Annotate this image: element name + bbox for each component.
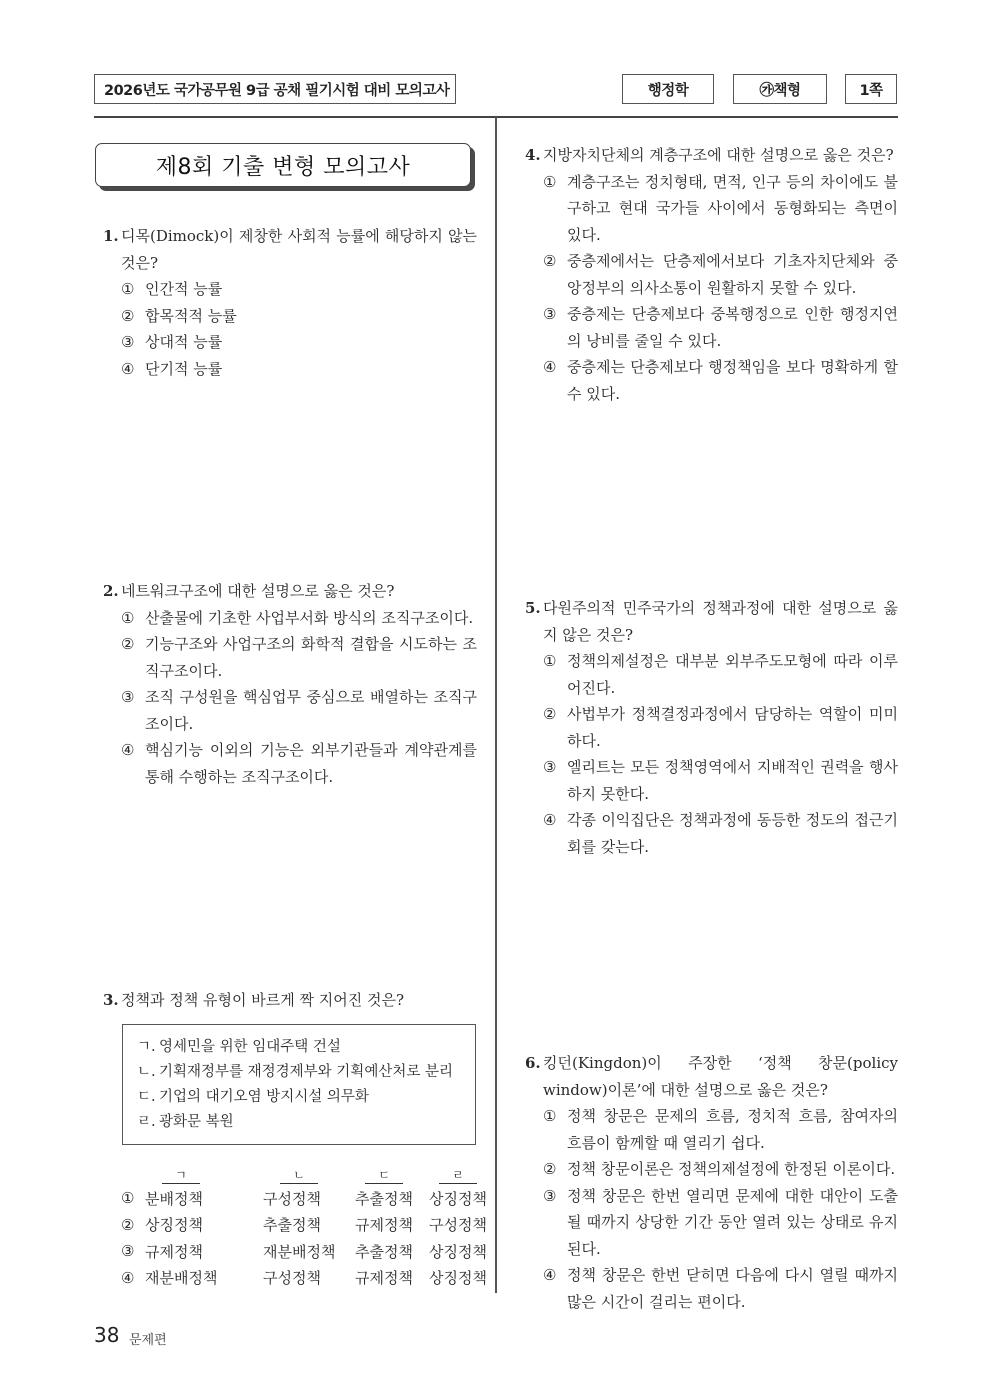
exam-title: 2026년도 국가공무원 9급 공채 필기시험 대비 모의고사 — [104, 82, 450, 99]
option-mark: ④ — [543, 1266, 557, 1284]
table-cell: 구성정책 — [263, 1189, 321, 1208]
option-mark: ③ — [121, 1242, 135, 1261]
option-mark: ① — [121, 1189, 135, 1208]
question-stem: 정책과 정책 유형이 바르게 짝 지어진 것은? — [121, 991, 404, 1009]
option-mark: ④ — [121, 1268, 135, 1287]
question-number: 3. — [103, 991, 119, 1009]
option-text: 중층제에서는 단층제에서보다 기초자치단체와 중앙정부의 의사소통이 원활하지 못할 수 있다. — [567, 252, 898, 297]
answer-table-header — [121, 1163, 503, 1185]
booklet-type-box — [733, 74, 827, 104]
question-number: 6. — [525, 1054, 541, 1072]
question-2 — [103, 578, 477, 790]
option-mark: ② — [543, 252, 557, 270]
section-title: 제8회 기출 변형 모의고사 — [155, 154, 411, 180]
option-text: 정책 창문은 한번 닫히면 다음에 다시 열릴 때까지 많은 시간이 걸리는 편이다. — [567, 1266, 898, 1311]
option-mark: ③ — [121, 333, 135, 351]
option-text: 합목적적 능률 — [145, 306, 237, 325]
column-header: ㄷ — [365, 1167, 403, 1184]
option-4[interactable] — [543, 807, 898, 860]
option-mark: ② — [121, 635, 135, 653]
question-4 — [525, 142, 898, 407]
option-text: 기능구조와 사업구조의 화학적 결합을 시도하는 조직구조이다. — [145, 635, 477, 680]
table-cell: 규제정책 — [355, 1269, 413, 1288]
option-4[interactable] — [543, 1262, 898, 1315]
table-cell: 상징정책 — [429, 1242, 487, 1261]
option-4[interactable] — [121, 356, 477, 383]
option-mark: ④ — [121, 741, 135, 759]
table-cell: 재분배정책 — [145, 1269, 218, 1288]
option-mark: ③ — [121, 688, 135, 706]
bogi-text: 기업의 대기오염 방지시설 의무화 — [159, 1089, 369, 1105]
section-label: 문제편 — [129, 1333, 167, 1348]
question-5 — [525, 595, 898, 860]
option-mark: ④ — [543, 811, 557, 829]
option-3[interactable] — [543, 754, 898, 807]
option-mark: ④ — [543, 358, 557, 376]
question-3 — [103, 987, 477, 1014]
option-3[interactable] — [121, 1238, 503, 1265]
question-stem: 디목(Dimock)이 제창한 사회적 능률에 해당하지 않는 것은? — [121, 227, 477, 272]
bogi-item — [137, 1085, 475, 1110]
page-indicator-box — [845, 74, 897, 104]
bogi-item — [137, 1110, 475, 1135]
option-3[interactable] — [543, 1183, 898, 1263]
question-stem: 네트워크구조에 대한 설명으로 옳은 것은? — [121, 582, 395, 600]
option-2[interactable] — [543, 248, 898, 301]
bogi-key: ㄹ. — [137, 1114, 156, 1130]
column-header: ㄱ — [162, 1167, 200, 1184]
option-text: 사법부가 정책결정과정에서 담당하는 역할이 미미하다. — [567, 705, 898, 750]
question-number: 4. — [525, 146, 541, 164]
option-1[interactable] — [121, 276, 477, 303]
table-cell: 규제정책 — [145, 1242, 203, 1261]
bogi-text: 광화문 복원 — [159, 1114, 234, 1130]
option-text: 산출물에 기초한 사업부서화 방식의 조직구조이다. — [145, 608, 474, 627]
option-2[interactable] — [543, 1156, 898, 1183]
option-4[interactable] — [543, 354, 898, 407]
option-mark: ① — [121, 608, 135, 627]
option-mark: ① — [543, 1107, 557, 1125]
table-cell: 구성정책 — [263, 1269, 321, 1288]
option-text: 인간적 능률 — [145, 280, 223, 298]
bogi-text: 기획재정부를 재정경제부와 기획예산처로 분리 — [159, 1064, 453, 1080]
bogi-box — [122, 1024, 476, 1145]
option-mark: ③ — [543, 305, 557, 323]
option-2[interactable] — [121, 631, 477, 684]
option-text: 중층제는 단층제보다 행정책임을 보다 명확하게 할 수 있다. — [567, 358, 898, 403]
column-divider — [495, 117, 497, 1293]
option-2[interactable] — [543, 701, 898, 754]
option-mark: ② — [121, 306, 135, 325]
option-text: 중층제는 단층제보다 중복행정으로 인한 행정지연의 낭비를 줄일 수 있다. — [567, 305, 898, 350]
bogi-item — [137, 1035, 475, 1060]
option-text: 핵심기능 이외의 기능은 외부기관들과 계약관계를 통해 수행하는 조직구조이다. — [145, 741, 477, 786]
subject-box — [622, 74, 714, 104]
table-cell: 상징정책 — [429, 1189, 487, 1208]
option-text: 상대적 능률 — [145, 333, 223, 351]
option-1[interactable] — [121, 1185, 503, 1212]
option-mark: ③ — [543, 758, 557, 776]
question-1 — [103, 223, 477, 382]
question-stem: 킹던(Kingdon)이 주장한 ‘정책 창문(policy window)이론’에 대한 설명으로 옳은 것은? — [543, 1054, 898, 1099]
option-2[interactable] — [121, 303, 477, 330]
option-mark: ① — [543, 652, 557, 670]
option-3[interactable] — [121, 684, 477, 737]
option-1[interactable] — [543, 648, 898, 701]
option-text: 조직 구성원을 핵심업무 중심으로 배열하는 조직구조이다. — [145, 688, 477, 733]
question-number: 1. — [103, 227, 119, 245]
option-text: 정책 창문이론은 정책의제설정에 한정된 이론이다. — [567, 1160, 896, 1178]
option-3[interactable] — [121, 329, 477, 356]
table-cell: 규제정책 — [355, 1216, 413, 1235]
table-cell: 재분배정책 — [263, 1242, 336, 1261]
option-text: 계층구조는 정치형태, 면적, 인구 등의 차이에도 불구하고 현대 국가들 사이에서 동형화되는 측면이 있다. — [567, 172, 898, 244]
option-text: 정책의제설정은 대부분 외부주도모형에 따라 이루어진다. — [567, 652, 898, 697]
option-text: 정책 창문은 한번 열리면 문제에 대한 대안이 도출될 때까지 상당한 기간 동안 열려 있는 상태로 유지된다. — [567, 1186, 898, 1258]
answer-choice-table — [121, 1163, 503, 1291]
column-header: ㄹ — [439, 1167, 477, 1184]
bogi-item — [137, 1060, 475, 1085]
option-1[interactable] — [543, 169, 898, 249]
option-1[interactable] — [543, 1103, 898, 1156]
table-cell: 구성정책 — [429, 1216, 487, 1235]
option-mark: ② — [543, 1160, 557, 1178]
question-stem: 다원주의적 민주국가의 정책과정에 대한 설명으로 옳지 않은 것은? — [543, 599, 898, 644]
page-indicator: 1쪽 — [859, 82, 883, 99]
option-3[interactable] — [543, 301, 898, 354]
bogi-text: 영세민을 위한 임대주택 건설 — [159, 1039, 341, 1055]
question-number: 5. — [525, 599, 541, 617]
option-mark: ③ — [543, 1186, 557, 1205]
bogi-key: ㄱ. — [137, 1039, 156, 1055]
option-text: 엘리트는 모든 정책영역에서 지배적인 권력을 행사하지 못한다. — [567, 758, 898, 803]
table-cell: 상징정책 — [429, 1269, 487, 1288]
option-4[interactable] — [121, 1265, 503, 1292]
table-cell: 상징정책 — [145, 1216, 203, 1235]
table-cell: 추출정책 — [355, 1242, 413, 1261]
question-stem: 지방자치단체의 계층구조에 대한 설명으로 옳은 것은? — [543, 146, 894, 164]
option-mark: ② — [121, 1215, 135, 1234]
bogi-key: ㄷ. — [137, 1089, 156, 1105]
exam-title-box — [94, 74, 456, 104]
section-title-box — [95, 143, 471, 187]
option-text: 정책 창문은 문제의 흐름, 정치적 흐름, 참여자의 흐름이 함께할 때 열리기 쉽다. — [567, 1107, 898, 1152]
table-cell: 분배정책 — [145, 1189, 203, 1208]
question-number: 2. — [103, 582, 119, 600]
option-text: 각종 이익집단은 정책과정에 동등한 정도의 접근기회를 갖는다. — [567, 811, 898, 856]
option-2[interactable] — [121, 1212, 503, 1239]
subject-label: 행정학 — [647, 82, 689, 99]
option-text: 단기적 능률 — [145, 359, 223, 378]
table-cell: 추출정책 — [263, 1216, 321, 1235]
option-mark: ② — [543, 705, 557, 723]
option-mark: ① — [121, 280, 135, 298]
option-1[interactable] — [121, 605, 477, 632]
booklet-type-label: ㉮책형 — [759, 82, 801, 99]
page-number: 38 — [94, 1323, 120, 1347]
option-mark: ④ — [121, 359, 135, 378]
question-6 — [525, 1050, 898, 1315]
bogi-key: ㄴ. — [137, 1064, 156, 1080]
option-mark: ① — [543, 172, 557, 191]
table-cell: 추출정책 — [355, 1189, 413, 1208]
column-header: ㄴ — [280, 1167, 318, 1184]
option-4[interactable] — [121, 737, 477, 790]
